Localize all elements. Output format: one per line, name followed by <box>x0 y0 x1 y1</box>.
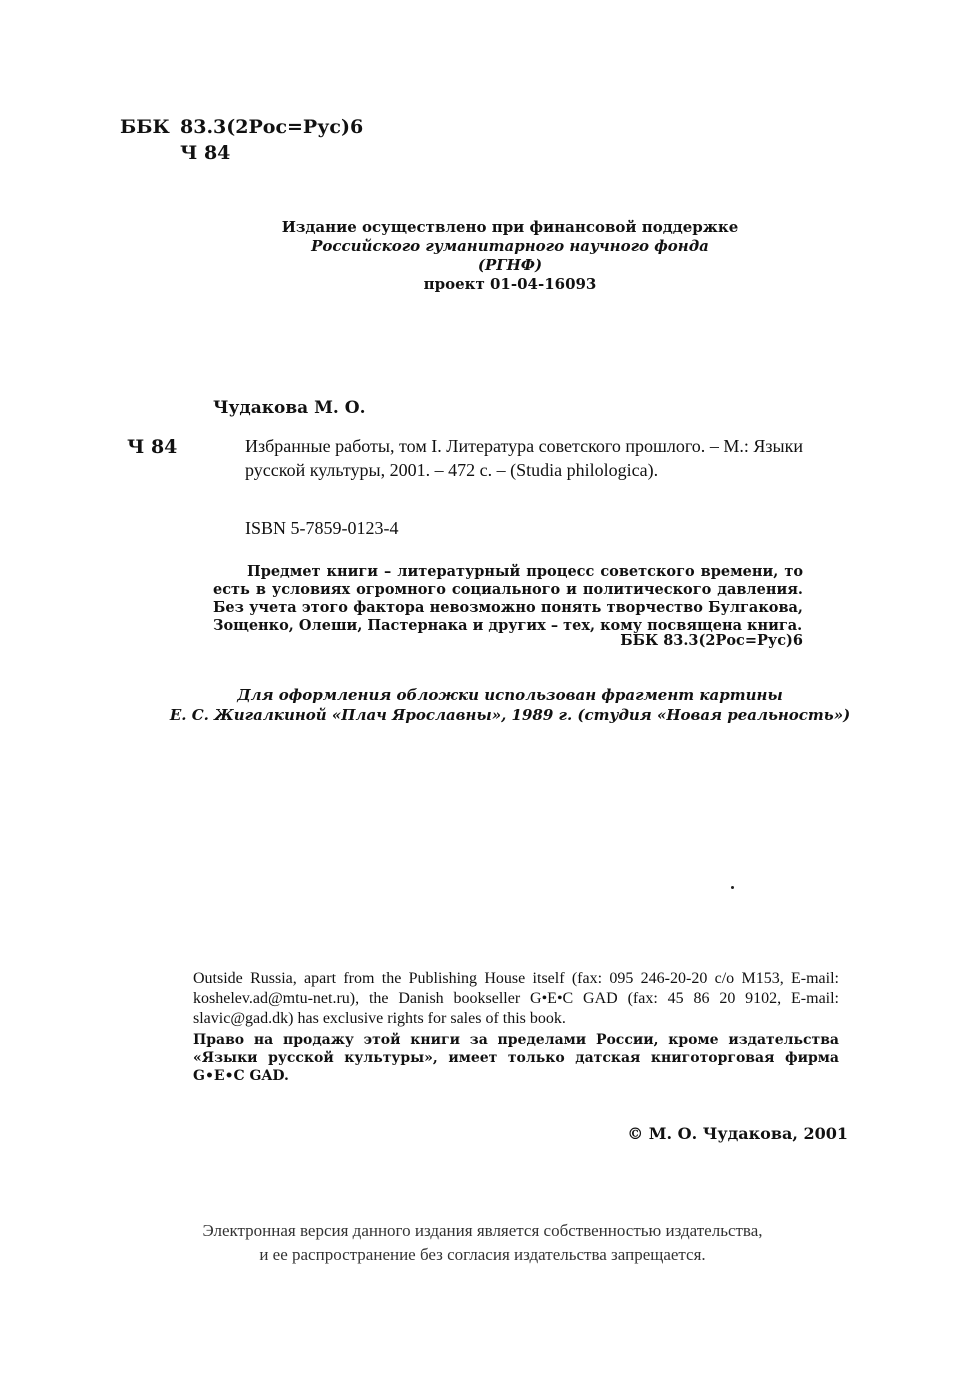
cover-note <box>130 685 890 725</box>
abstract-bbk: ББК 83.3(2Рос=Рус)6 <box>620 632 803 649</box>
electronic-notice-line-1: Электронная версия данного издания является собственностью издательства, <box>202 1221 763 1240</box>
abstract-text: Предмет книги – литературный процесс советского времени, то есть в условиях огромного социального и политического давления. Без учета этого фактора невозможно понять творчество Булгакова, Зощенко, Олеши, Пастернака и других – тех, кому посвящена книга. <box>213 563 803 634</box>
entry-cipher: Ч 84 <box>127 436 178 458</box>
cover-note-line-2: Е. С. Жигалкиной «Плач Ярославны», 1989 г. (студия «Новая реальность») <box>169 706 851 724</box>
isbn: ISBN 5-7859-0123-4 <box>245 518 399 538</box>
funding-note <box>160 218 860 294</box>
funding-line-2: Российского гуманитарного научного фонда <box>311 237 709 255</box>
electronic-notice-line-2: и ее распространение без согласия издательства запрещается. <box>259 1245 706 1264</box>
funding-line-3: (РГНФ) <box>477 256 543 274</box>
funding-line-4: проект 01-04-16093 <box>423 275 597 293</box>
entry-description: Избранные работы, том I. Литература советского прошлого. – М.: Языки русской культуры, 2001. – 472 с. – (Studia philologica). <box>245 436 803 480</box>
author-mark: Ч 84 <box>180 142 231 164</box>
author-heading: Чудакова М. О. <box>213 398 366 418</box>
bbk-code: 83.3(2Рос=Рус)6 <box>180 116 364 138</box>
rights-russian: Право на продажу этой книги за пределами России, кроме издательства «Языки русской культуры», имеет только датская книготорговая фирма G•E•C GAD. <box>193 1032 839 1084</box>
stray-dot <box>731 886 734 889</box>
electronic-notice <box>100 1219 865 1267</box>
copyright: © М. О. Чудакова, 2001 <box>627 1124 848 1143</box>
bbk-label: ББК <box>120 116 170 138</box>
bbk-block <box>120 114 364 164</box>
cover-note-line-1: Для оформления обложки использован фрагмент картины <box>237 686 783 704</box>
funding-line-1: Издание осуществлено при финансовой поддержке <box>281 218 739 236</box>
rights-english: Outside Russia, apart from the Publishing House itself (fax: 095 246-20-20 c/o M153, E-mail: koshelev.ad@mtu-net.ru), the Danish bookseller G•E•C GAD (fax: 45 86 20 9102, E-mail: slavic@gad.dk) has exclusive rights for sales of this book. <box>193 970 839 1027</box>
